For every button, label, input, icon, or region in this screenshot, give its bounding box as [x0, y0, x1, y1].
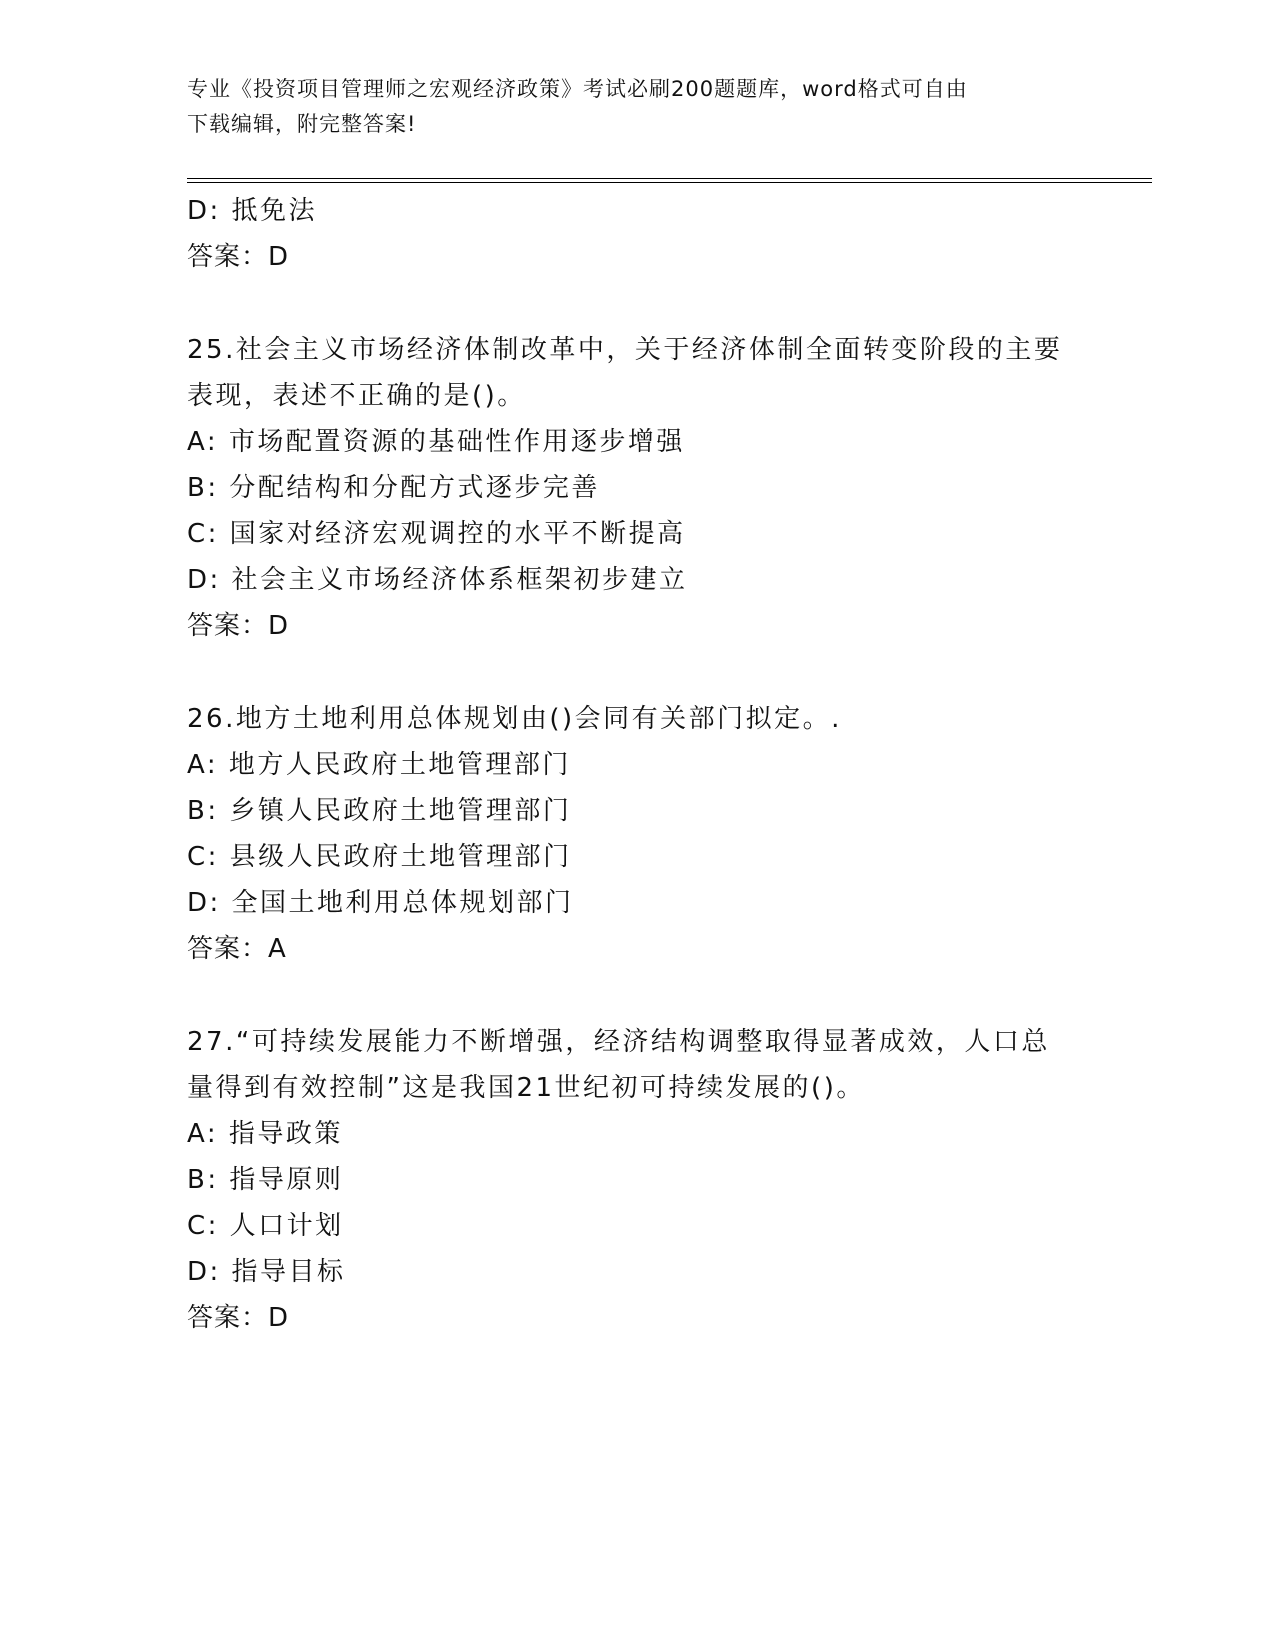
question-25 [187, 327, 1087, 649]
option-d: D: 全国土地利用总体规划部门 [187, 888, 574, 918]
option-b: B: 分配结构和分配方式逐步完善 [187, 473, 600, 503]
spacer [187, 280, 1087, 327]
option-c: C: 国家对经济宏观调控的水平不断提高 [187, 519, 686, 549]
option-d: D: 社会主义市场经济体系框架初步建立 [187, 565, 688, 595]
document-header [187, 72, 1067, 142]
option-a: A: 地方人民政府土地管理部门 [187, 750, 571, 780]
answer-line: 答案：D [187, 611, 290, 641]
option-d: D: 指导目标 [187, 1257, 346, 1287]
header-line-1: 专业《投资项目管理师之宏观经济政策》考试必刷200题题库，word格式可自由 [187, 77, 968, 101]
answer-line: 答案：D [187, 1303, 290, 1333]
spacer [187, 972, 1087, 1019]
question-stem-line-1: 26.地方土地利用总体规划由()会同有关部门拟定。. [187, 704, 842, 734]
option-d: D: 抵免法 [187, 196, 318, 226]
question-26 [187, 696, 1087, 972]
option-a: A: 市场配置资源的基础性作用逐步增强 [187, 427, 685, 457]
question-stem-line-2: 表现，表述不正确的是()。 [187, 381, 526, 411]
question-stem-line-2: 量得到有效控制”这是我国21世纪初可持续发展的()。 [187, 1073, 865, 1103]
lead-block [187, 188, 1087, 280]
option-b: B: 指导原则 [187, 1165, 344, 1195]
spacer [187, 649, 1087, 696]
answer-line: 答案：A [187, 934, 287, 964]
option-c: C: 县级人民政府土地管理部门 [187, 842, 572, 872]
question-stem-line-1: 27.“可持续发展能力不断增强，经济结构调整取得显著成效，人口总 [187, 1027, 1050, 1057]
header-line-2: 下载编辑，附完整答案! [187, 112, 417, 136]
question-stem-line-1: 25.社会主义市场经济体制改革中，关于经济体制全面转变阶段的主要 [187, 335, 1063, 365]
question-content [187, 188, 1087, 1341]
question-27 [187, 1019, 1087, 1341]
answer-line: 答案：D [187, 242, 290, 272]
header-divider-top [187, 178, 1152, 179]
option-c: C: 人口计划 [187, 1211, 344, 1241]
option-a: A: 指导政策 [187, 1119, 343, 1149]
option-b: B: 乡镇人民政府土地管理部门 [187, 796, 572, 826]
header-divider-bottom [187, 182, 1152, 183]
